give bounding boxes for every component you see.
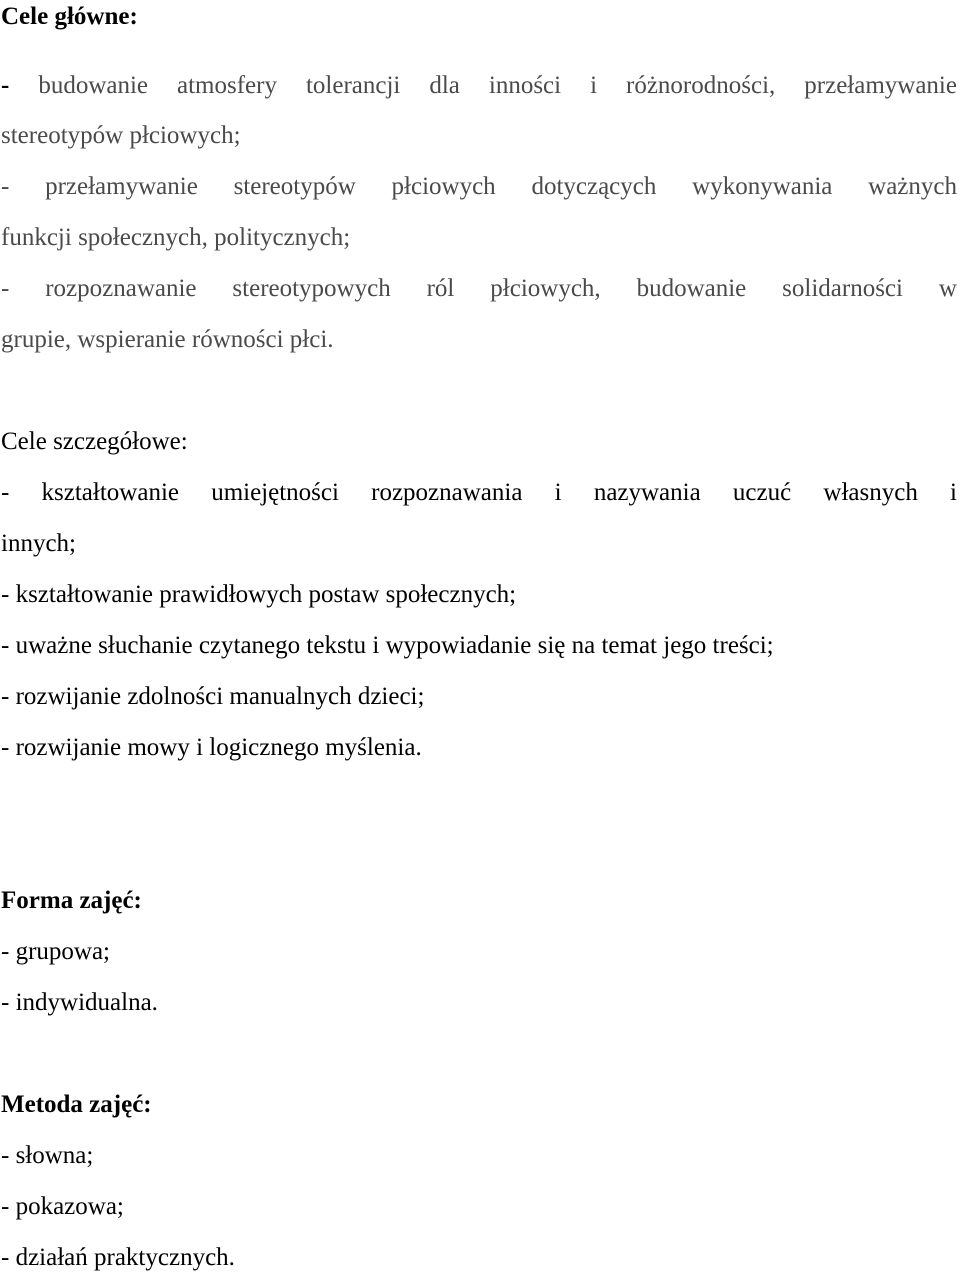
word: inności: [488, 72, 562, 99]
method-item-1: - słowna;: [1, 1142, 94, 1169]
word: dotyczących: [531, 173, 657, 200]
form-heading: Forma zajęć:: [1, 887, 142, 914]
word: -: [1, 72, 10, 99]
word: i: [950, 479, 957, 506]
goals-main-heading: Cele główne:: [1, 3, 138, 30]
word: i: [590, 72, 598, 99]
word: dla: [429, 72, 460, 99]
word: -: [1, 275, 10, 302]
goals-main-item-2-line-2: funkcji społecznych, politycznych;: [1, 224, 351, 251]
goals-detailed-item-1-line-2: innych;: [1, 530, 76, 557]
goals-detailed-item-5: - rozwijanie mowy i logicznego myślenia.: [1, 734, 422, 761]
word: własnych: [823, 479, 918, 506]
word: -: [1, 479, 10, 506]
form-item-1: - grupowa;: [1, 938, 110, 965]
word: solidarności: [782, 275, 903, 302]
word: atmosfery: [177, 72, 277, 99]
word: umiejętności: [211, 479, 339, 506]
word: nazywania: [593, 479, 701, 506]
word: rozpoznawanie: [45, 275, 197, 302]
word: przełamywanie: [804, 72, 957, 99]
goals-main-item-3-line-1: [1, 274, 957, 304]
word: stereotypowych: [232, 275, 391, 302]
method-heading: Metoda zajęć:: [1, 1091, 152, 1118]
word: budowanie: [636, 275, 747, 302]
word: uczuć: [732, 479, 792, 506]
goals-detailed-item-3: - uważne słuchanie czytanego tekstu i wypowiadanie się na temat jego treści;: [1, 632, 774, 659]
goals-detailed-item-2: - kształtowanie prawidłowych postaw społecznych;: [1, 581, 517, 608]
method-item-3: - działań praktycznych.: [1, 1244, 235, 1271]
goals-main-item-1-line-1: [1, 71, 957, 101]
method-item-2: - pokazowa;: [1, 1193, 124, 1220]
goals-main-item-2-line-1: [1, 172, 957, 202]
word: różnorodności,: [626, 72, 776, 99]
goals-main-item-1-line-2: stereotypów płciowych;: [1, 122, 241, 149]
goals-detailed-item-1-line-1: [1, 478, 957, 508]
goals-detailed-heading: Cele szczegółowe:: [1, 428, 188, 455]
word: ról: [426, 275, 455, 302]
word: przełamywanie: [45, 173, 198, 200]
word: płciowych,: [490, 275, 601, 302]
form-item-2: - indywidualna.: [1, 989, 158, 1016]
word: tolerancji: [305, 72, 401, 99]
word: -: [1, 173, 10, 200]
word: ważnych: [868, 173, 957, 200]
goals-detailed-item-4: - rozwijanie zdolności manualnych dzieci;: [1, 683, 425, 710]
word: wykonywania: [692, 173, 833, 200]
word: stereotypów: [233, 173, 356, 200]
word: rozpoznawania: [371, 479, 523, 506]
word: i: [554, 479, 562, 506]
goals-main-item-3-line-2: grupie, wspieranie równości płci.: [1, 326, 334, 353]
word: płciowych: [391, 173, 496, 200]
word: w: [938, 275, 957, 302]
word: kształtowanie: [41, 479, 179, 506]
word: budowanie: [38, 72, 149, 99]
